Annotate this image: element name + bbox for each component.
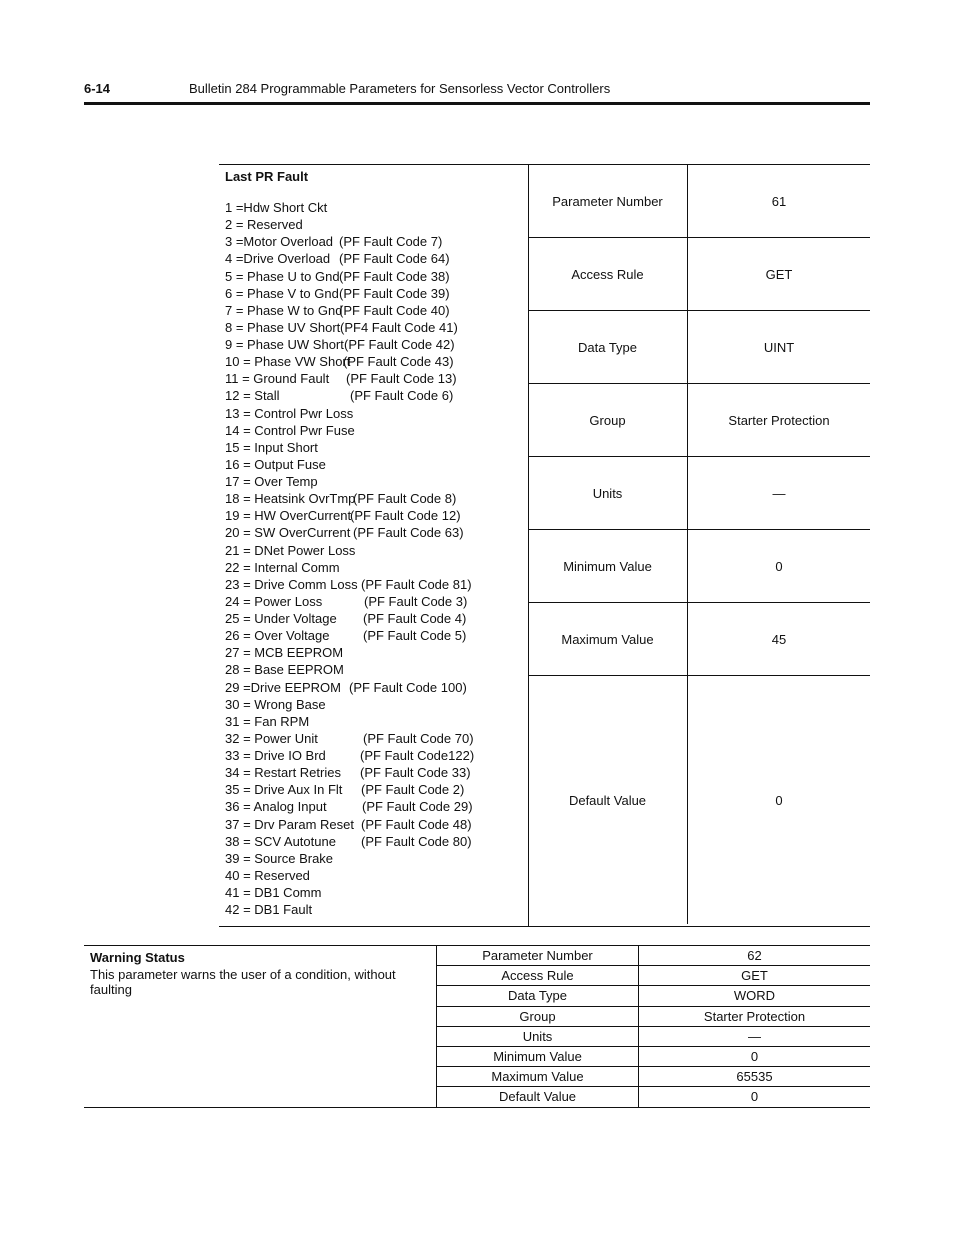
enum-item	[225, 199, 358, 216]
enum-text: 18 = Heatsink OvrTmp	[225, 491, 356, 507]
enum-text: 31 = Fan RPM	[225, 713, 310, 729]
enum-item	[225, 627, 467, 644]
enum-item	[225, 233, 443, 250]
enum-text: 22 = Internal Comm	[225, 559, 340, 575]
property-label: Maximum Value	[437, 1067, 639, 1086]
enum-item	[225, 336, 455, 353]
enum-item	[225, 764, 471, 781]
property-label: Units	[528, 457, 688, 529]
fault-code: (PF Fault Code 7)	[339, 234, 443, 250]
property-label: Units	[437, 1027, 639, 1046]
enum-item	[225, 576, 472, 593]
enum-item	[225, 405, 358, 422]
enum-item	[225, 490, 457, 507]
property-label: Default Value	[437, 1087, 639, 1106]
fault-code: (PF Fault Code 4)	[363, 611, 467, 626]
enum-text: 6 = Phase V to Gnd	[225, 285, 339, 301]
property-value: —	[772, 485, 786, 501]
enum-item	[225, 850, 358, 867]
enum-item	[225, 644, 358, 661]
enum-text: 40 = Reserved	[225, 867, 310, 883]
property-row	[528, 238, 870, 311]
parameter-description-text: This parameter warns the user of a condition, without faulting	[90, 967, 396, 997]
enum-text: 32 = Power Unit	[225, 730, 318, 746]
property-value: WORD	[733, 988, 776, 1004]
enum-text: 12 = Stall	[225, 388, 280, 404]
property-value: GET	[765, 266, 793, 282]
fault-code: (PF Fault Code 12)	[350, 508, 461, 524]
page-number: 6-14	[84, 81, 111, 96]
enum-text: 2 = Reserved	[225, 217, 303, 233]
enum-item	[225, 901, 358, 918]
enum-text: 33 = Drive IO Brd	[225, 748, 326, 763]
enum-text: 3 =Motor Overload	[225, 234, 334, 250]
property-row	[437, 1067, 870, 1087]
fault-code: (PF Fault Code 5)	[363, 628, 467, 644]
fault-code: (PF Fault Code 81)	[361, 576, 472, 592]
property-label: Parameter Number	[528, 165, 688, 237]
parameter-properties-62	[437, 946, 870, 1107]
enum-item	[225, 593, 468, 610]
fault-code: (PF Fault Code 29)	[362, 799, 473, 815]
property-row	[528, 311, 870, 384]
enum-item	[225, 268, 450, 285]
enum-text: 29 =Drive EEPROM	[225, 679, 341, 695]
enum-text: 19 = HW OverCurrent	[225, 508, 352, 524]
fault-code: (PF Fault Code 33)	[360, 765, 471, 781]
enum-item	[225, 302, 450, 319]
enum-item	[225, 370, 457, 387]
fault-code: (PF Fault Code 64)	[339, 251, 450, 267]
property-row	[528, 676, 870, 924]
enum-text: 37 = Drv Param Reset	[225, 816, 354, 832]
property-label: Minimum Value	[437, 1047, 639, 1066]
enum-item	[225, 713, 358, 730]
enum-text: 7 = Phase W to Gnd	[225, 302, 343, 318]
enum-item	[225, 798, 473, 815]
enum-text: 27 = MCB EEPROM	[225, 645, 344, 661]
property-label: Minimum Value	[528, 530, 688, 602]
enum-text: 9 = Phase UW Short	[225, 337, 344, 352]
property-value: UINT	[763, 339, 795, 355]
property-value: 61	[771, 193, 787, 209]
enum-text: 20 = SW OverCurrent	[225, 525, 351, 541]
enum-text: 39 = Source Brake	[225, 850, 334, 866]
property-row	[437, 1007, 870, 1027]
parameter-name: Last PR Fault	[225, 169, 309, 184]
property-label: Access Rule	[528, 238, 688, 310]
fault-code: (PF Fault Code 40)	[339, 302, 450, 318]
enum-text: 28 = Base EEPROM	[225, 662, 344, 678]
fault-code: (PF Fault Code 8)	[353, 491, 457, 507]
enum-item	[225, 422, 358, 439]
property-row	[528, 457, 870, 530]
property-label: Group	[528, 384, 688, 456]
fault-code: (PF Fault Code 63)	[353, 525, 464, 541]
property-row	[528, 165, 870, 238]
fault-code: (PF4 Fault Code 41)	[340, 319, 458, 335]
property-label: Data Type	[437, 986, 639, 1005]
fault-code: (PF Fault Code 100)	[349, 679, 467, 695]
enum-item	[225, 559, 358, 576]
property-value: —	[748, 1028, 761, 1044]
property-label: Access Rule	[437, 966, 639, 985]
header-rule	[84, 102, 870, 105]
enum-text: 8 = Phase UV Short	[225, 319, 341, 335]
property-row	[437, 1027, 870, 1047]
enum-text: 16 = Output Fuse	[225, 456, 326, 472]
enum-text: 4 =Drive Overload	[225, 251, 331, 267]
enum-item	[225, 884, 358, 901]
enum-text: 13 = Control Pwr Loss	[225, 405, 354, 421]
enum-item	[225, 456, 358, 473]
enum-item	[225, 833, 472, 850]
property-row	[437, 946, 870, 966]
property-value: Starter Protection	[703, 1008, 806, 1024]
enum-item	[225, 542, 358, 559]
enum-text: 30 = Wrong Base	[225, 696, 326, 712]
property-row	[437, 966, 870, 986]
property-value: Starter Protection	[728, 412, 830, 428]
enum-item	[225, 661, 358, 678]
fault-code: (PF Fault Code 3)	[364, 593, 468, 609]
enum-text: 1 =Hdw Short Ckt	[225, 200, 328, 215]
enum-text: 21 = DNet Power Loss	[225, 542, 356, 558]
enum-text: 14 = Control Pwr Fuse	[225, 422, 355, 438]
fault-code: (PF Fault Code122)	[360, 748, 475, 763]
enum-item	[225, 319, 458, 336]
property-value: 0	[775, 558, 783, 574]
fault-code: (PF Fault Code 48)	[361, 816, 472, 832]
enum-text: 34 = Restart Retries	[225, 765, 341, 781]
property-label: Parameter Number	[437, 946, 639, 965]
enum-item	[225, 867, 358, 884]
fault-code: (PF Fault Code 13)	[346, 371, 457, 387]
property-row	[437, 1047, 870, 1067]
enum-item	[225, 781, 465, 798]
property-row	[528, 384, 870, 457]
property-value: 0	[750, 1049, 759, 1065]
enum-item	[225, 816, 472, 833]
enum-item	[225, 679, 467, 696]
enum-text: 35 = Drive Aux In Flt	[225, 782, 343, 798]
enum-text: 10 = Phase VW Short	[225, 354, 351, 370]
fault-code: (PF Fault Code 39)	[339, 285, 450, 301]
property-value: GET	[741, 968, 768, 984]
enum-text: 25 = Under Voltage	[225, 611, 337, 626]
enum-text: 42 = DB1 Fault	[225, 902, 313, 918]
enum-text: 36 = Analog Input	[225, 799, 327, 815]
property-value: 65535	[736, 1069, 773, 1085]
fault-code: (PF Fault Code 80)	[361, 833, 472, 849]
property-label: Default Value	[528, 676, 688, 924]
enum-item	[225, 285, 450, 302]
enum-item	[225, 747, 475, 764]
parameter-description-61	[219, 165, 529, 926]
fault-code: (PF Fault Code 38)	[339, 268, 450, 284]
enum-text: 17 = Over Temp	[225, 474, 318, 489]
enum-item	[225, 353, 454, 370]
parameter-name: Warning Status	[90, 950, 185, 965]
enum-item	[225, 473, 358, 490]
parameter-properties-61	[528, 165, 870, 924]
fault-code: (PF Fault Code 43)	[343, 354, 454, 370]
enum-item	[225, 387, 454, 404]
enum-item	[225, 250, 450, 267]
fault-code: (PF Fault Code 2)	[361, 782, 465, 798]
parameter-table-61	[219, 164, 870, 927]
enum-text: 11 = Ground Fault	[225, 371, 330, 387]
property-row	[528, 603, 870, 676]
enum-text: 24 = Power Loss	[225, 593, 323, 609]
enum-text: 26 = Over Voltage	[225, 628, 330, 644]
parameter-description-62	[84, 946, 437, 1107]
enum-item	[225, 696, 358, 713]
enum-item	[225, 507, 461, 524]
enum-item	[225, 439, 358, 456]
property-value: 45	[771, 631, 787, 647]
property-row	[437, 1087, 870, 1106]
enum-item	[225, 216, 358, 233]
property-row	[437, 986, 870, 1006]
running-title: Bulletin 284 Programmable Parameters for Sensorless Vector Controllers	[189, 81, 611, 96]
property-label: Data Type	[528, 311, 688, 383]
enum-text: 23 = Drive Comm Loss	[225, 576, 358, 592]
page-header	[84, 81, 870, 101]
parameter-table-62	[84, 945, 870, 1108]
enum-item	[225, 524, 464, 541]
property-row	[528, 530, 870, 603]
fault-code: (PF Fault Code 6)	[350, 388, 454, 404]
enum-text: 5 = Phase U to Gnd	[225, 268, 340, 284]
fault-code: (PF Fault Code 42)	[344, 337, 455, 352]
property-value: 0	[775, 792, 783, 808]
enum-item	[225, 730, 474, 747]
property-label: Group	[437, 1007, 639, 1026]
enum-list	[225, 199, 475, 918]
enum-text: 38 = SCV Autotune	[225, 833, 336, 849]
property-label: Maximum Value	[528, 603, 688, 675]
enum-text: 15 = Input Short	[225, 439, 318, 455]
property-value: 62	[747, 948, 762, 964]
fault-code: (PF Fault Code 70)	[363, 730, 474, 746]
enum-text: 41 = DB1 Comm	[225, 885, 322, 900]
enum-item	[225, 610, 467, 627]
property-value: 0	[750, 1089, 759, 1105]
